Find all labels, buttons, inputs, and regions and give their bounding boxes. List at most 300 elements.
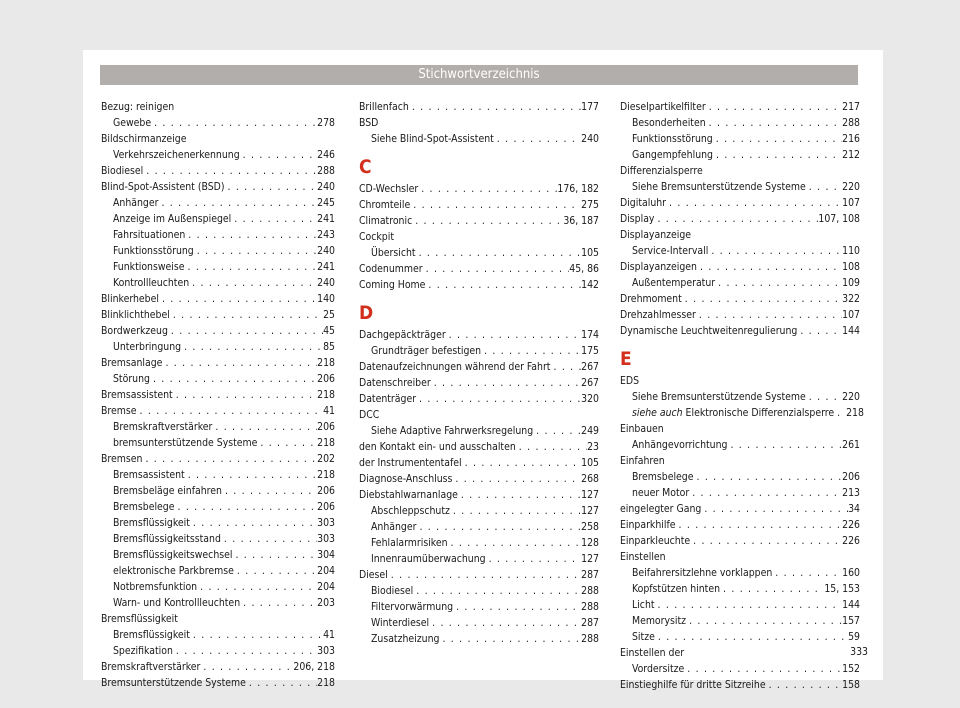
dot-leader — [221, 531, 317, 547]
index-entry — [359, 197, 599, 213]
index-subentry — [101, 515, 335, 531]
index-entry — [359, 471, 599, 487]
index-subentry — [101, 627, 335, 643]
entry-label: Fehlalarmrisiken — [371, 537, 448, 549]
page-reference: 241 — [317, 213, 335, 225]
index-subentry — [359, 599, 599, 615]
section-letter: D — [359, 302, 374, 324]
index-subentry — [101, 595, 335, 611]
index-subentry — [101, 371, 335, 387]
index-subentry — [101, 195, 335, 211]
dot-leader — [190, 515, 317, 531]
page-reference: 202 — [317, 453, 335, 465]
index-subentry — [620, 629, 860, 645]
index-subentry — [359, 131, 599, 147]
index-subentry — [359, 343, 599, 359]
dot-leader — [185, 227, 317, 243]
entry-label: Dachgepäckträger — [359, 329, 446, 341]
page-reference: 177 — [581, 101, 599, 113]
entry-label: Anhänger — [371, 521, 417, 533]
index-heading — [359, 407, 599, 423]
page-reference: 127 — [581, 553, 599, 565]
entry-label: Anhänger — [113, 197, 159, 209]
dot-leader — [234, 563, 317, 579]
page-reference: 226 — [842, 535, 860, 547]
page-reference: 206 — [317, 421, 335, 433]
index-subentry — [359, 519, 599, 535]
page-reference: 176, 182 — [557, 183, 599, 195]
entry-label: Einfahren — [620, 455, 665, 467]
index-subentry — [620, 485, 860, 501]
page-reference: 268 — [581, 473, 599, 485]
entry-label: Notbremsfunktion — [113, 581, 198, 593]
dot-leader — [418, 181, 557, 197]
index-subentry — [620, 275, 860, 291]
dot-leader — [834, 405, 846, 421]
entry-label: Diebstahlwarnanlage — [359, 489, 458, 501]
entry-label-text: Elektronische Differenzialsperre — [682, 407, 835, 419]
index-entry — [101, 307, 335, 323]
index-entry — [101, 403, 335, 419]
index-subentry — [101, 499, 335, 515]
index-heading — [359, 115, 599, 131]
entry-label: Bremskraftverstärker — [113, 421, 213, 433]
page-reference: 218 — [846, 407, 864, 419]
entry-label: Displayanzeige — [620, 229, 692, 241]
page-reference: 218 — [317, 677, 335, 689]
index-entry — [620, 195, 860, 211]
entry-label: Drehzahlmesser — [620, 309, 696, 321]
dot-leader — [412, 213, 563, 229]
page-reference: 45, 86 — [569, 263, 599, 275]
entry-label: Anzeige im Außenspiegel — [113, 213, 232, 225]
page-reference: 127 — [581, 489, 599, 501]
page-reference: 322 — [842, 293, 860, 305]
dot-leader — [697, 259, 842, 275]
dot-leader — [189, 275, 317, 291]
page-reference: 320 — [581, 393, 599, 405]
dot-leader — [173, 387, 317, 403]
dot-leader — [431, 375, 581, 391]
entry-label: Bremsflüssigkeit — [101, 613, 178, 625]
index-entry — [620, 323, 860, 339]
entry-label: Licht — [632, 599, 655, 611]
index-entry — [359, 277, 599, 293]
page-reference: 240 — [581, 133, 599, 145]
index-subentry — [620, 469, 860, 485]
page-reference: 41 — [323, 629, 335, 641]
entry-label: Unterbringung — [113, 341, 182, 353]
page-reference: 240 — [317, 181, 335, 193]
page-reference: 144 — [842, 325, 860, 337]
dot-leader — [137, 403, 324, 419]
index-entry — [359, 327, 599, 343]
page-reference: 220 — [842, 391, 860, 403]
page-reference: 107 — [842, 197, 860, 209]
index-entry — [359, 99, 599, 115]
index-entry — [620, 211, 860, 227]
index-subentry — [620, 437, 860, 453]
dot-leader — [713, 147, 842, 163]
index-subentry — [101, 243, 335, 259]
page-reference: 218 — [317, 357, 335, 369]
dot-leader — [682, 291, 842, 307]
index-subentry — [620, 131, 860, 147]
dot-leader — [516, 439, 587, 455]
entry-label: Drehmoment — [620, 293, 682, 305]
page-reference: 41 — [323, 405, 335, 417]
index-subentry — [101, 531, 335, 547]
page-reference: 127 — [581, 505, 599, 517]
entry-label: Kontrollleuchten — [113, 277, 190, 289]
entry-label: Siehe Bremsunterstützende Systeme — [632, 391, 806, 403]
index-entry — [620, 99, 860, 115]
entry-label: Bremsassistent — [101, 389, 173, 401]
dot-leader — [654, 211, 818, 227]
page-reference: 216 — [842, 133, 860, 145]
dot-leader — [686, 613, 842, 629]
entry-label: Kopfstützen hinten — [632, 583, 721, 595]
dot-leader — [429, 615, 581, 631]
page-reference: 107, 108 — [818, 213, 860, 225]
page-reference: 85 — [323, 341, 335, 353]
dot-leader — [690, 533, 842, 549]
index-entry — [101, 291, 335, 307]
entry-label: Besonderheiten — [632, 117, 706, 129]
page-reference: 157 — [842, 615, 860, 627]
entry-label: Winterdiesel — [371, 617, 430, 629]
page-reference: 240 — [317, 277, 335, 289]
index-entry — [101, 659, 335, 675]
page-reference: 217 — [842, 101, 860, 113]
index-subentry — [101, 115, 335, 131]
index-subentry — [359, 423, 599, 439]
dot-leader — [143, 163, 317, 179]
entry-label: Coming Home — [359, 279, 426, 291]
entry-label: Bremse — [101, 405, 137, 417]
dot-leader — [181, 339, 323, 355]
entry-label: Einstellen der — [620, 647, 685, 659]
entry-label: Filtervorwärmung — [371, 601, 454, 613]
page-reference: 288 — [581, 633, 599, 645]
entry-label: Gewebe — [113, 117, 152, 129]
entry-label: Übersicht — [371, 247, 416, 259]
page-reference: 261 — [842, 439, 860, 451]
page-reference: 278 — [317, 117, 335, 129]
entry-label: Bremsflüssigkeitswechsel — [113, 549, 233, 561]
dot-leader — [727, 437, 842, 453]
dot-leader — [158, 195, 317, 211]
dot-leader — [190, 627, 323, 643]
entry-label: Bildschirmanzeige — [101, 133, 187, 145]
entry-label: Bordwerkzeug — [101, 325, 168, 337]
entry-label: Einstieghilfe für dritte Sitzreihe — [620, 679, 766, 691]
index-subentry — [101, 147, 335, 163]
entry-label: Bremsflüssigkeit — [113, 517, 190, 529]
dot-leader — [689, 485, 842, 501]
index-heading — [620, 645, 860, 661]
page-reference: 15, 153 — [824, 583, 860, 595]
entry-label: Zusatzheizung — [371, 633, 440, 645]
dot-leader — [409, 99, 581, 115]
index-subentry — [101, 467, 335, 483]
index-subentry — [620, 389, 860, 405]
page-reference: 212 — [842, 149, 860, 161]
page-reference: 204 — [317, 581, 335, 593]
dot-leader — [416, 519, 581, 535]
dot-leader — [446, 327, 581, 343]
page-reference: 218 — [317, 389, 335, 401]
entry-label: Sitze — [632, 631, 655, 643]
entry-label: Funktionsstörung — [113, 245, 194, 257]
dot-leader — [224, 179, 317, 195]
page-reference: 267 — [581, 361, 599, 373]
page-reference: 203 — [317, 597, 335, 609]
index-entry — [101, 451, 335, 467]
section-letter: E — [620, 348, 632, 370]
entry-label: den Kontakt ein- und ausschalten — [359, 441, 516, 453]
page-reference: 206 — [317, 485, 335, 497]
entry-label: eingelegter Gang — [620, 503, 702, 515]
entry-label: Bremsflüssigkeit — [113, 629, 190, 641]
entry-label: Dieselpartikelfilter — [620, 101, 706, 113]
index-subentry — [620, 565, 860, 581]
page-reference: 243 — [317, 229, 335, 241]
entry-label: Blinkerhebel — [101, 293, 159, 305]
index-entry — [620, 259, 860, 275]
index-entry — [359, 455, 599, 471]
page-reference: 287 — [581, 617, 599, 629]
index-subentry — [101, 339, 335, 355]
page-reference: 304 — [317, 549, 335, 561]
entry-label: Funktionsstörung — [632, 133, 713, 145]
section-letter: C — [359, 156, 372, 178]
dot-leader — [240, 595, 317, 611]
dot-leader — [185, 467, 317, 483]
index-subentry — [620, 115, 860, 131]
page-reference: 303 — [317, 645, 335, 657]
entry-label: Diesel — [359, 569, 388, 581]
index-subentry — [101, 483, 335, 499]
entry-label: Bezug: reinigen — [101, 101, 175, 113]
page-reference: 204 — [317, 565, 335, 577]
dot-leader — [486, 551, 582, 567]
dot-leader — [231, 211, 317, 227]
page-reference: 206 — [842, 471, 860, 483]
dot-leader — [715, 275, 842, 291]
entry-label: Störung — [113, 373, 150, 385]
page-reference: 59 — [848, 631, 860, 643]
page-reference: 218 — [317, 437, 335, 449]
index-subentry — [101, 275, 335, 291]
index-entry — [620, 501, 860, 517]
index-column-3 — [620, 99, 864, 693]
index-subentry — [620, 147, 860, 163]
page-reference: 142 — [581, 279, 599, 291]
index-subentry — [101, 563, 335, 579]
entry-label: Spezifikation — [113, 645, 173, 657]
dot-leader — [162, 355, 317, 371]
page-reference: 288 — [842, 117, 860, 129]
index-subentry — [620, 661, 860, 677]
index-heading — [620, 373, 860, 389]
index-entry — [101, 163, 335, 179]
entry-label: CD-Wechsler — [359, 183, 419, 195]
index-subentry — [359, 583, 599, 599]
dot-leader — [453, 599, 581, 615]
entry-label: Innenraumüberwachung — [371, 553, 486, 565]
dot-leader — [766, 677, 843, 693]
entry-label: Bremsbeläge einfahren — [113, 485, 222, 497]
entry-label: Digitaluhr — [620, 197, 667, 209]
entry-label: Bremsanlage — [101, 357, 163, 369]
dot-leader — [168, 323, 323, 339]
page-reference: 240 — [317, 245, 335, 257]
dot-leader — [452, 471, 581, 487]
index-entry — [359, 181, 599, 197]
index-heading — [620, 163, 860, 179]
page-reference: 36, 187 — [563, 215, 599, 227]
dot-leader — [439, 631, 581, 647]
page-reference: 140 — [317, 293, 335, 305]
entry-label: Chromteile — [359, 199, 411, 211]
dot-leader — [425, 277, 581, 293]
dot-leader — [173, 643, 317, 659]
index-heading — [359, 229, 599, 245]
page-reference: 110 — [842, 245, 860, 257]
entry-label: Bremsflüssigkeitsstand — [113, 533, 221, 545]
dot-leader — [450, 503, 581, 519]
dot-leader — [212, 419, 317, 435]
page-reference: 206 — [317, 373, 335, 385]
entry-label: Bremsunterstützende Systeme — [101, 677, 246, 689]
page-reference: 241 — [317, 261, 335, 273]
entry-label: Bremskraftverstärker — [101, 661, 201, 673]
page-reference: 245 — [317, 197, 335, 209]
entry-label: Einstellen — [620, 551, 666, 563]
entry-label: Biodiesel — [101, 165, 144, 177]
dot-leader — [410, 197, 581, 213]
index-subentry — [620, 243, 860, 259]
entry-label: Grundträger befestigen — [371, 345, 482, 357]
index-subentry — [359, 245, 599, 261]
entry-label: Displayanzeigen — [620, 261, 697, 273]
dot-leader — [458, 487, 581, 503]
entry-label: Blind-Spot-Assistent (BSD) — [101, 181, 225, 193]
page-reference: 213 — [842, 487, 860, 499]
index-entry — [359, 261, 599, 277]
dot-leader — [246, 675, 317, 691]
dot-leader — [550, 359, 581, 375]
page-reference: 258 — [581, 521, 599, 533]
entry-label: EDS — [620, 375, 640, 387]
index-subentry — [359, 551, 599, 567]
entry-label: Bremsbelege — [113, 501, 175, 513]
entry-label: bremsunterstützende Systeme — [113, 437, 258, 449]
dot-leader — [240, 147, 318, 163]
dot-leader — [684, 661, 842, 677]
page-reference: 45 — [323, 325, 335, 337]
entry-label: Bremsassistent — [113, 469, 185, 481]
dot-leader — [494, 131, 581, 147]
entry-label — [632, 405, 834, 421]
entry-label: Climatronic — [359, 215, 413, 227]
entry-label: Einbauen — [620, 423, 664, 435]
entry-reference-note: siehe auch — [632, 407, 683, 419]
entry-label: Siehe Bremsunterstützende Systeme — [632, 181, 806, 193]
entry-label: Dynamische Leuchtweitenregulierung — [620, 325, 798, 337]
index-entry — [101, 355, 335, 371]
index-subentry — [620, 597, 860, 613]
page-reference: 287 — [581, 569, 599, 581]
page-reference: 175 — [581, 345, 599, 357]
page-reference: 23 — [587, 441, 599, 453]
index-entry — [359, 213, 599, 229]
dot-leader — [413, 583, 581, 599]
dot-leader — [806, 179, 842, 195]
dot-leader — [481, 343, 581, 359]
dot-leader — [184, 259, 317, 275]
entry-label: Einparkhilfe — [620, 519, 676, 531]
index-heading — [101, 131, 335, 147]
index-subentry — [101, 227, 335, 243]
page-reference: 206, 218 — [293, 661, 335, 673]
entry-label: Service-Intervall — [632, 245, 709, 257]
index-entry — [101, 675, 335, 691]
index-column-1 — [101, 99, 335, 691]
index-entry — [359, 375, 599, 391]
index-entry — [359, 359, 599, 375]
entry-label: Fahrsituationen — [113, 229, 186, 241]
index-subentry — [101, 211, 335, 227]
index-subentry — [620, 179, 860, 195]
index-entry — [620, 677, 860, 693]
entry-label: Bremsbelege — [632, 471, 694, 483]
dot-leader — [462, 455, 582, 471]
page-reference: 226 — [842, 519, 860, 531]
dot-leader — [170, 307, 323, 323]
dot-leader — [232, 547, 317, 563]
entry-label: Datenschreiber — [359, 377, 431, 389]
entry-label: Vordersitze — [632, 663, 685, 675]
entry-label: Verkehrszeichenerkennung — [113, 149, 240, 161]
index-heading — [620, 421, 860, 437]
index-entry — [359, 487, 599, 503]
page-reference: 288 — [581, 601, 599, 613]
index-subentry — [359, 503, 599, 519]
dot-leader — [416, 245, 582, 261]
dot-leader — [701, 501, 848, 517]
page-reference: 174 — [581, 329, 599, 341]
page-reference: 105 — [581, 247, 599, 259]
page-number: 333 — [850, 646, 868, 658]
page-reference: 218 — [317, 469, 335, 481]
dot-leader — [423, 261, 570, 277]
entry-label: Abschleppschutz — [371, 505, 450, 517]
page-reference: 144 — [842, 599, 860, 611]
entry-label: Gangempfehlung — [632, 149, 713, 161]
entry-label: Warn- und Kontrollleuchten — [113, 597, 241, 609]
dot-leader — [655, 597, 843, 613]
page-reference: 246 — [317, 149, 335, 161]
index-subentry — [101, 547, 335, 563]
entry-label: Anhängevorrichtung — [632, 439, 728, 451]
dot-leader — [713, 131, 842, 147]
index-entry — [101, 323, 335, 339]
dot-leader — [200, 659, 293, 675]
page-reference: 303 — [317, 517, 335, 529]
entry-label: Cockpit — [359, 231, 394, 243]
